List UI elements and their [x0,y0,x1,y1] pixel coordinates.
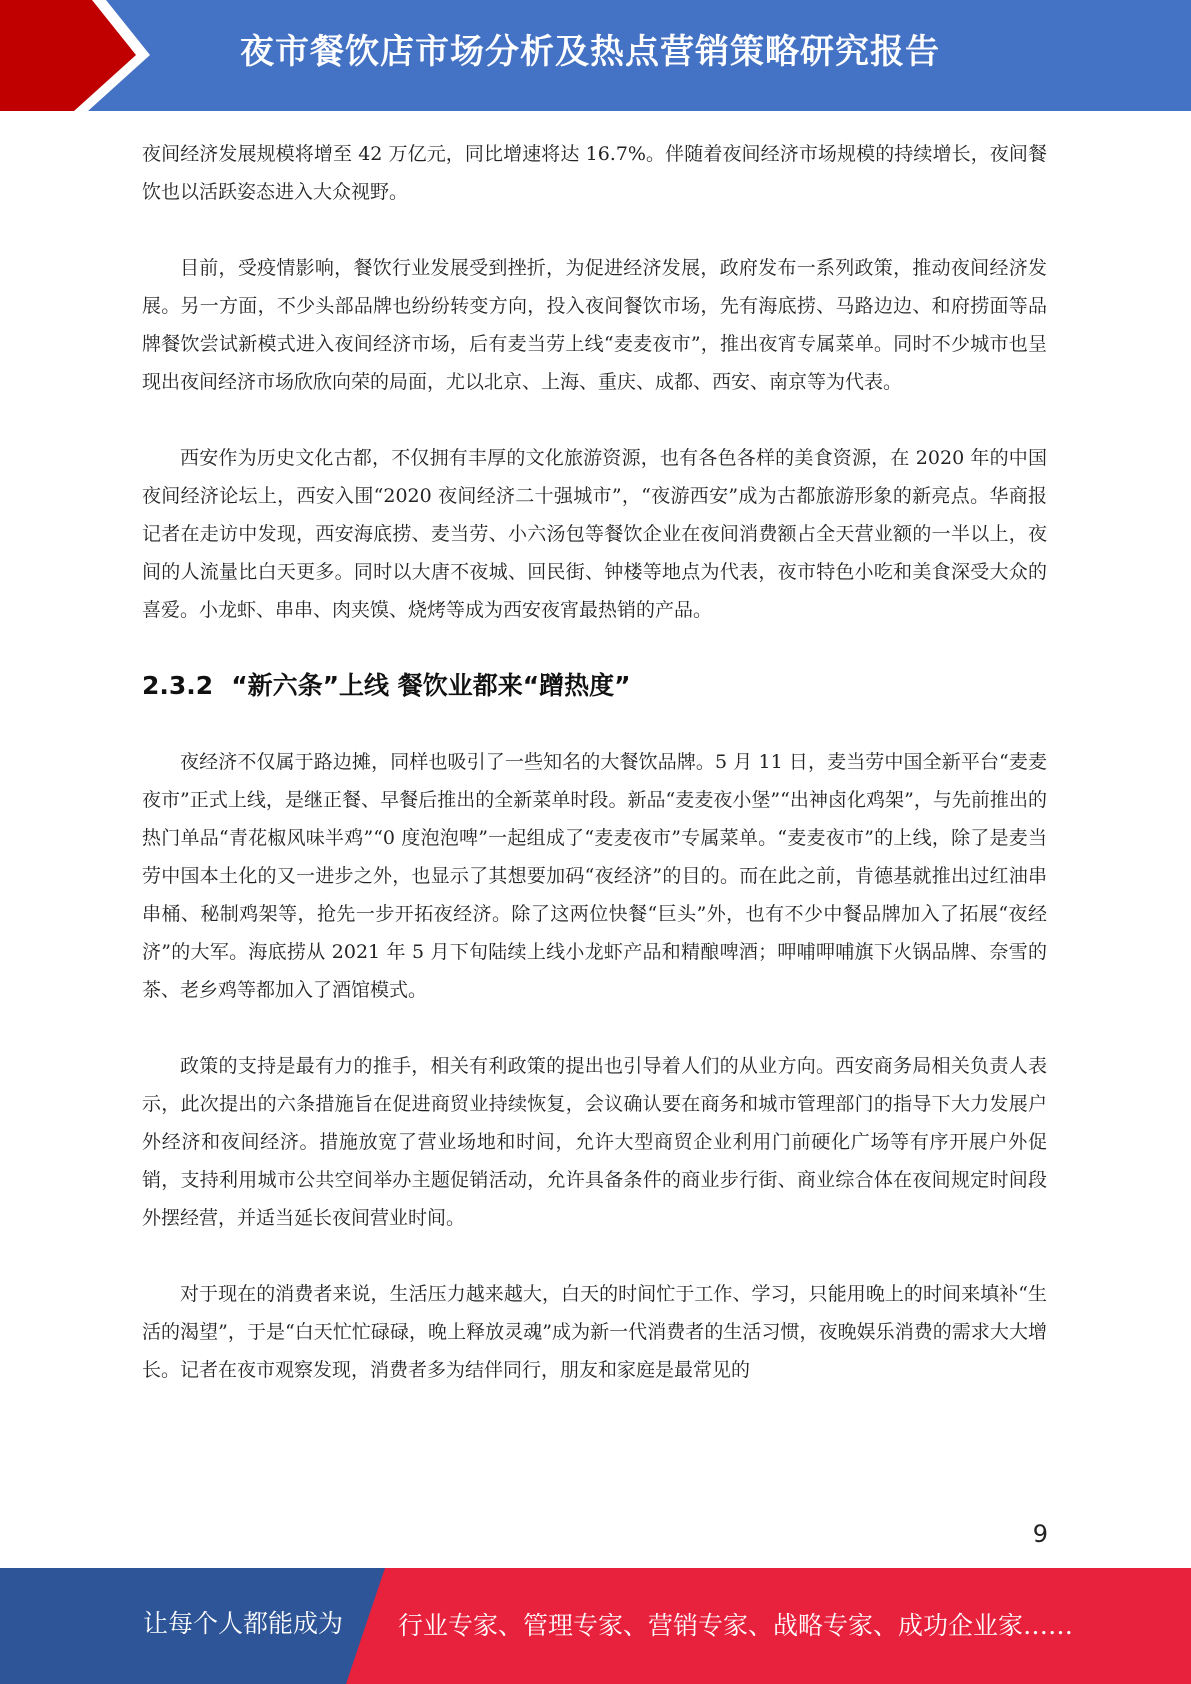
paragraph-2: 目前，受疫情影响，餐饮行业发展受到挫折，为促进经济发展，政府发布一系列政策，推动夜间经济发展。另一方面，不少头部品牌也纷纷转变方向，投入夜间餐饮市场，先有海底捞、马路边边、和府捞面等品牌餐饮尝试新模式进入夜间经济市场，后有麦当劳上线“麦麦夜市”，推出夜宵专属菜单。同时不少城市也呈现出夜间经济市场欣欣向荣的局面，尤以北京、上海、重庆、成都、西安、南京等为代表。 [142,257,1047,393]
section-number: 2.3.2 [142,671,214,700]
paragraph-5: 政策的支持是最有力的推手，相关有利政策的提出也引导着人们的从业方向。西安商务局相关负责人表示，此次提出的六条措施旨在促进商贸业持续恢复，会议确认要在商务和城市管理部门的指导下大力发展户外经济和夜间经济。措施放宽了营业场地和时间，允许大型商贸企业利用门前硬化广场等有序开展户外促销，支持利用城市公共空间举办主题促销活动，允许具备条件的商业步行街、商业综合体在夜间规定时间段外摆经营，并适当延长夜间营业时间。 [142,1055,1047,1229]
paragraph-3: 西安作为历史文化古都，不仅拥有丰厚的文化旅游资源，也有各色各样的美食资源，在 2020 年的中国夜间经济论坛上，西安入围“2020 夜间经济二十强城市”，“夜游西安”成为古都旅游形象的新亮点。华商报记者在走访中发现，西安海底捞、麦当劳、小六汤包等餐饮企业在夜间消费额占全天营业额的一半以上，夜间的人流量比白天更多。同时以大唐不夜城、回民街、钟楼等地点为代表，夜市特色小吃和美食深受大众的喜爱。小龙虾、串串、肉夹馍、烧烤等成为西安夜宵最热销的产品。 [142,447,1047,621]
section-title: “新六条”上线 餐饮业都来“蹭热度” [231,671,631,700]
header-arrow-shape [0,0,180,111]
paragraph-1: 夜间经济发展规模将增至 42 万亿元，同比增速将达 16.7%。伴随着夜间经济市场规模的持续增长，夜间餐饮也以活跃姿态进入大众视野。 [142,143,1047,203]
report-title: 夜市餐饮店市场分析及热点营销策略研究报告 [240,32,940,72]
page-footer [0,1568,1191,1684]
document-body [142,135,1047,1389]
header-red-arrow [0,0,148,111]
paragraph-4: 夜经济不仅属于路边摊，同样也吸引了一些知名的大餐饮品牌。5 月 11 日，麦当劳中国全新平台“麦麦夜市”正式上线，是继正餐、早餐后推出的全新菜单时段。新品“麦麦夜小堡”“出神卤化鸡架”，与先前推出的热门单品“青花椒风味半鸡”“0 度泡泡啤”一起组成了“麦麦夜市”专属菜单。“麦麦夜市”的上线，除了是麦当劳中国本土化的又一进步之外，也显示了其想要加码“夜经济”的目的。而在此之前，肯德基就推出过红油串串桶、秘制鸡架等，抢先一步开拓夜经济。除了这两位快餐“巨头”外，也有不少中餐品牌加入了拓展“夜经济”的大军。海底捞从 2021 年 5 月下旬陆续上线小龙虾产品和精酿啤酒；呷哺呷哺旗下火锅品牌、奈雪的茶、老乡鸡等都加入了酒馆模式。 [142,751,1047,1001]
section-heading [142,667,1047,705]
paragraph-6: 对于现在的消费者来说，生活压力越来越大，白天的时间忙于工作、学习，只能用晚上的时间来填补“生活的渴望”，于是“白天忙忙碌碌，晚上释放灵魂”成为新一代消费者的生活习惯，夜晚娱乐消费的需求大大增长。记者在夜市观察发现，消费者多为结伴同行，朋友和家庭是最常见的 [142,1283,1047,1381]
page-number: 9 [1032,1520,1048,1548]
footer-slogan-right: 行业专家、管理专家、营销专家、战略专家、成功企业家…… [398,1611,1074,1640]
footer-slogan-left: 让每个人都能成为 [143,1609,344,1638]
page-header [0,0,1191,111]
